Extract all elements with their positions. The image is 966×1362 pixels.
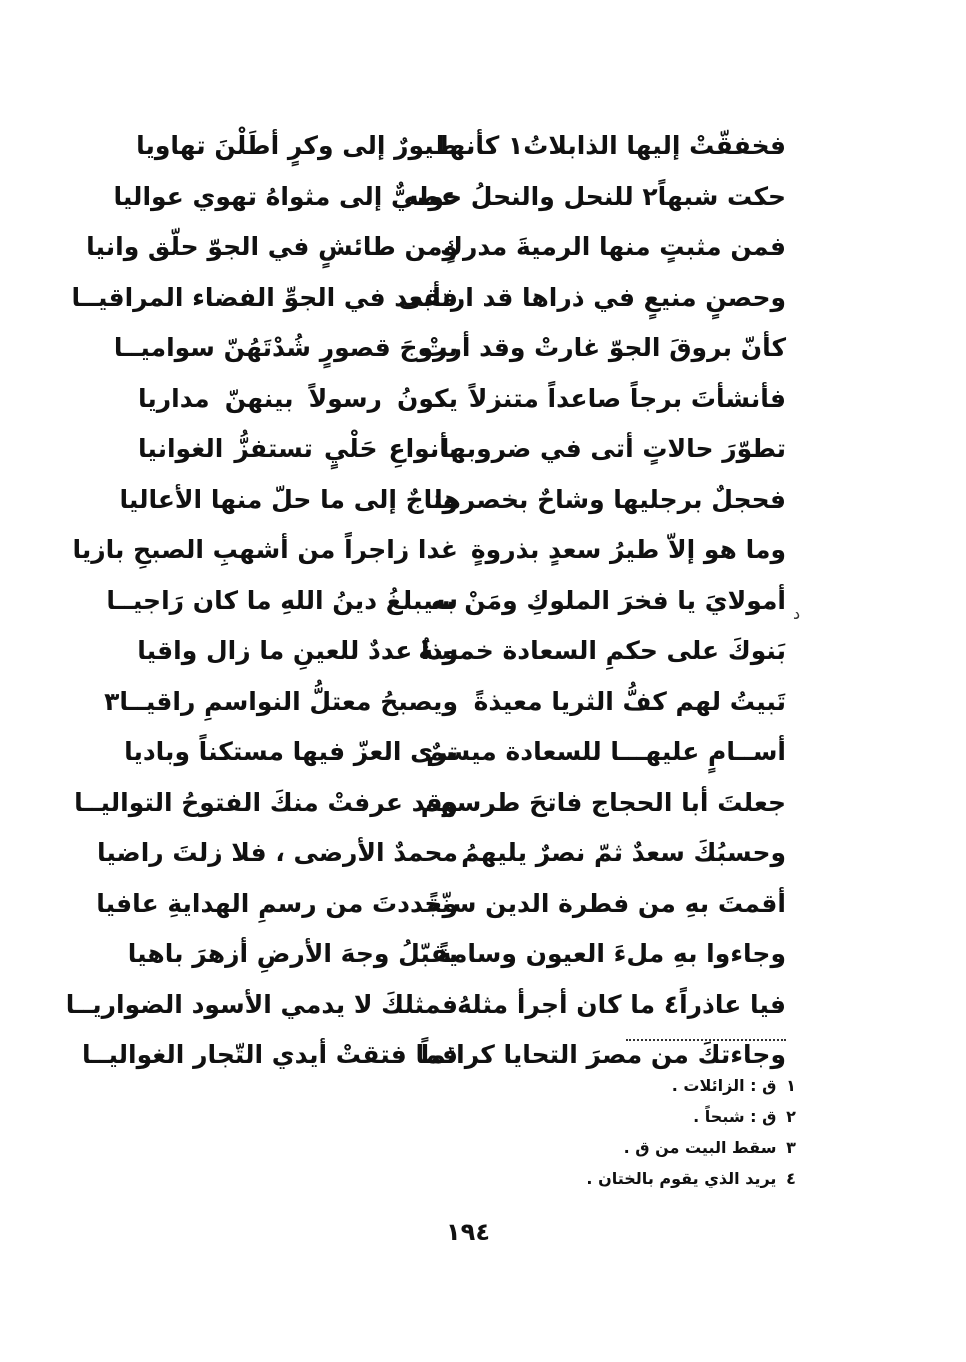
footnote [300, 1163, 800, 1194]
verse-hemistich-first: تطوّرَ حالاتٍ أتى في ضروبها [440, 434, 786, 463]
verse-hemistich-second: طيورٌ إلى وكرٍ أطَلْنَ تهاويا [136, 131, 458, 160]
verse-hemistich-second: يقبّلُ وجهَ الأرضِ أزهرَ باهيا [127, 939, 458, 968]
verse-hemistich-second: فمثلكَ لا يدمي الأسود الضواريــا [65, 989, 458, 1019]
footnote [300, 1070, 800, 1101]
footnote-text: يريد الذي يقوم بالختان . [586, 1169, 777, 1188]
verse-hemistich-first: كأنّ بروقَ الجوّ غارتْ وقد أرتْ [422, 333, 786, 362]
verse-hemistich-first: جعلتَ أبا الحجاج فاتحَ طرسهم [420, 787, 786, 817]
verse-hemistich-second: سيبلغُ دينُ اللهِ ما كان رَاجيــا [106, 585, 458, 615]
verse-hemistich-second: ومن طائشٍ في الجوّ حلّق وانيا [86, 232, 458, 261]
verse-hemistich-second: ويصبحُ معتلُّ النواسمِ راقيــا٣ [104, 686, 458, 716]
verse-hemistich-first: تَبيتُ لهم كفُّ الثريا معيذةً [473, 686, 786, 716]
verse-hemistich-second: يكونُ رسولاً بينهنّ مداريا [138, 383, 458, 413]
verse-hemistich-first: فمن مثبتٍ منها الرميةَ مدركٍ [440, 232, 786, 261]
footnote-number: ٣ [786, 1138, 796, 1157]
verse-hemistich-second: بروجَ قصورٍ شُدْتَهُنّ سواميــا [113, 333, 458, 362]
verse-hemistich-first: وجاءوا بهِ ملءَ العيون وسامةً [436, 939, 786, 968]
footnote-number: ٤ [786, 1169, 796, 1188]
footnotes [300, 1070, 800, 1194]
verse-hemistich-second: محمدٌ الأرضى ، فلا زلتَ راضيا [96, 838, 458, 867]
verse-hemistich-first: فخفقّتْ إليها الذابلاتُ١ كأنها [440, 131, 786, 160]
verse-hemistich-first: فحجلٌ برجليها وشاحٌ بخصرها [434, 484, 786, 514]
verse-hemistich-first: فأنشأتَ برجاً صاعداً متنزلاً [468, 383, 786, 413]
verse-hemistich-first: وما هو إلاّ طيرُ سعدٍ بذروةٍ [470, 535, 786, 564]
footnote [300, 1132, 800, 1163]
verse-hemistich-first: بَنوكَ على حكمِ السعادة خمسةٌ [418, 636, 786, 665]
verse-hemistich-first: أقمتَ بهِ من فطرة الدين سنّةً [426, 888, 786, 918]
verse-hemistich-first: أمولايَ يا فخرَ الملوكِ ومَنْ به [430, 585, 786, 615]
footnote [300, 1101, 800, 1132]
footnote-text: ق : شبحاً . [693, 1107, 777, 1126]
verse-hemistich-second: بأنواعِ حَلْيٍ تستفزُّ الغوانيا [138, 434, 458, 463]
verse-hemistich-second: وجددتَ من رسمِ الهدايةِ عافيا [96, 888, 458, 918]
verse-hemistich-second: وتاجٌ إلى ما حلّ منها الأعاليا [119, 484, 458, 514]
verse-hemistich-first: وحصنٍ منيعٍ في ذراها قد ارتقى [398, 282, 786, 312]
verse-hemistich-second: فما فتقتْ أيدي التّجار الغواليــا [81, 1040, 458, 1069]
verse-hemistich-second: وقد عرفتْ منكَ الفتوحُ التواليــا [74, 787, 458, 817]
verse-hemistich-first: وحسبُكَ سعدٌ ثمّ نصرٌ يليهمُ [461, 838, 786, 867]
footnote-number: ١ [786, 1076, 796, 1095]
footnote-number: ٢ [786, 1107, 796, 1126]
verse-hemistich-second: وذا عددٌ للعينِ ما زال واقيا [137, 636, 458, 665]
verse-hemistich-second: عصيٌّ إلى مثواهُ تهوي عواليا [113, 181, 458, 211]
stray-mark: د [793, 604, 801, 623]
page-number: ١٩٤ [446, 1218, 490, 1246]
verse-hemistich-first: حكت شبهاً٢ للنحل والنحلُ حوله [403, 181, 786, 211]
verse-hemistich-second: غدا زاجراً من أشهبِ الصبحِ بازيا [72, 535, 458, 564]
verse-hemistich-first: فيا عاذراً٤ ما كان أجرأ مثلهُ [457, 989, 786, 1019]
footnote-separator [626, 1039, 786, 1041]
verse-hemistich-first: وجاءتكَ من مصرَ التحايا كرائماً [420, 1040, 786, 1069]
footnote-text: ق : الزائلات . [671, 1076, 777, 1095]
footnote-text: سقط البيت من ق . [623, 1138, 777, 1157]
verse-hemistich-first: أســامٍ عليهـــا للسعادة ميسمٌ [426, 737, 786, 766]
verse-hemistich-second: فأبعد في الجوِّ الفضاء المراقيــا [71, 282, 458, 312]
verse-hemistich-second: ترى العزّ فيها مستكناً وباديا [124, 737, 458, 766]
